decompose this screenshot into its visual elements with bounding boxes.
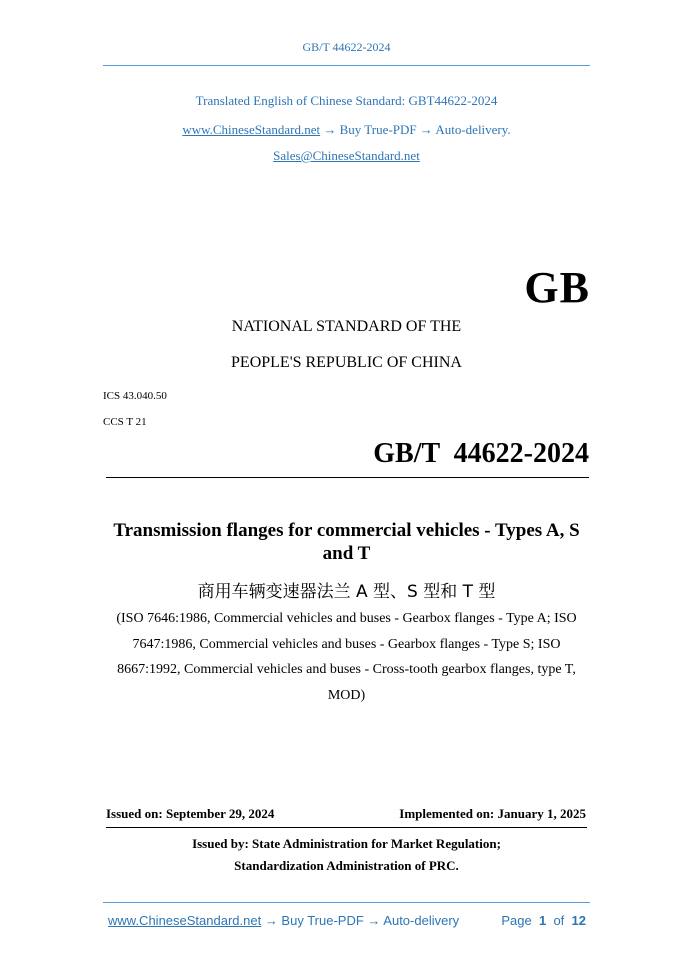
footer-promo	[108, 913, 459, 928]
issued-by-line1: Issued by: State Administration for Market Regulation;	[192, 836, 501, 851]
footer-divider	[103, 902, 590, 903]
gb-logo: GB	[524, 263, 590, 312]
page-label: Page	[501, 913, 532, 928]
page-total: 12	[571, 913, 586, 928]
footer-promo-text: → Buy True-PDF → Auto-delivery	[261, 913, 460, 928]
header-divider	[103, 65, 590, 66]
national-standard-heading-line2: PEOPLE'S REPUBLIC OF CHINA	[231, 354, 462, 371]
promo-links-text: → Buy True-PDF → Auto-delivery.	[320, 122, 511, 137]
page-current: 1	[538, 913, 547, 928]
footer-chinesestandard-link[interactable]: www.ChineseStandard.net	[108, 913, 262, 928]
translation-notice: Translated English of Chinese Standard: GBT44622-2024	[195, 93, 498, 108]
chinesestandard-link[interactable]: www.ChineseStandard.net	[182, 122, 321, 137]
ics-code: ICS 43.040.50	[103, 390, 167, 402]
iso-reference: (ISO 7646:1986, Commercial vehicles and buses - Gearbox flanges - Type A; ISO 7647:1986, Commercial vehicles and buses - Gearbox flanges - Type S; ISO 8667:1992, Commercial vehicles and buses - Cross-tooth gearbox flanges, type T, MOD)	[116, 611, 577, 703]
header-standard-code: GB/T 44622-2024	[302, 40, 391, 54]
standard-number: GB/T 44622-2024	[373, 438, 589, 469]
standard-number-rule	[106, 477, 589, 478]
ccs-code: CCS T 21	[103, 416, 147, 428]
dates-rule	[106, 827, 587, 828]
promo-links-line	[0, 122, 693, 138]
english-title: Transmission flanges for commercial vehicles - Types A, S and T	[113, 520, 580, 564]
sales-email-link[interactable]: Sales@ChineseStandard.net	[273, 148, 420, 163]
page-of-label: of	[553, 913, 565, 928]
promo-email-line	[0, 148, 693, 164]
implemented-on-date: Implemented on: January 1, 2025	[399, 806, 586, 821]
issued-by-line2: Standardization Administration of PRC.	[234, 858, 459, 873]
national-standard-heading-line1: NATIONAL STANDARD OF THE	[231, 318, 462, 335]
issued-on-date: Issued on: September 29, 2024	[106, 806, 275, 821]
page-indicator	[501, 913, 586, 928]
chinese-title: 商用车辆变速器法兰 A 型、S 型和 T 型	[197, 582, 496, 602]
